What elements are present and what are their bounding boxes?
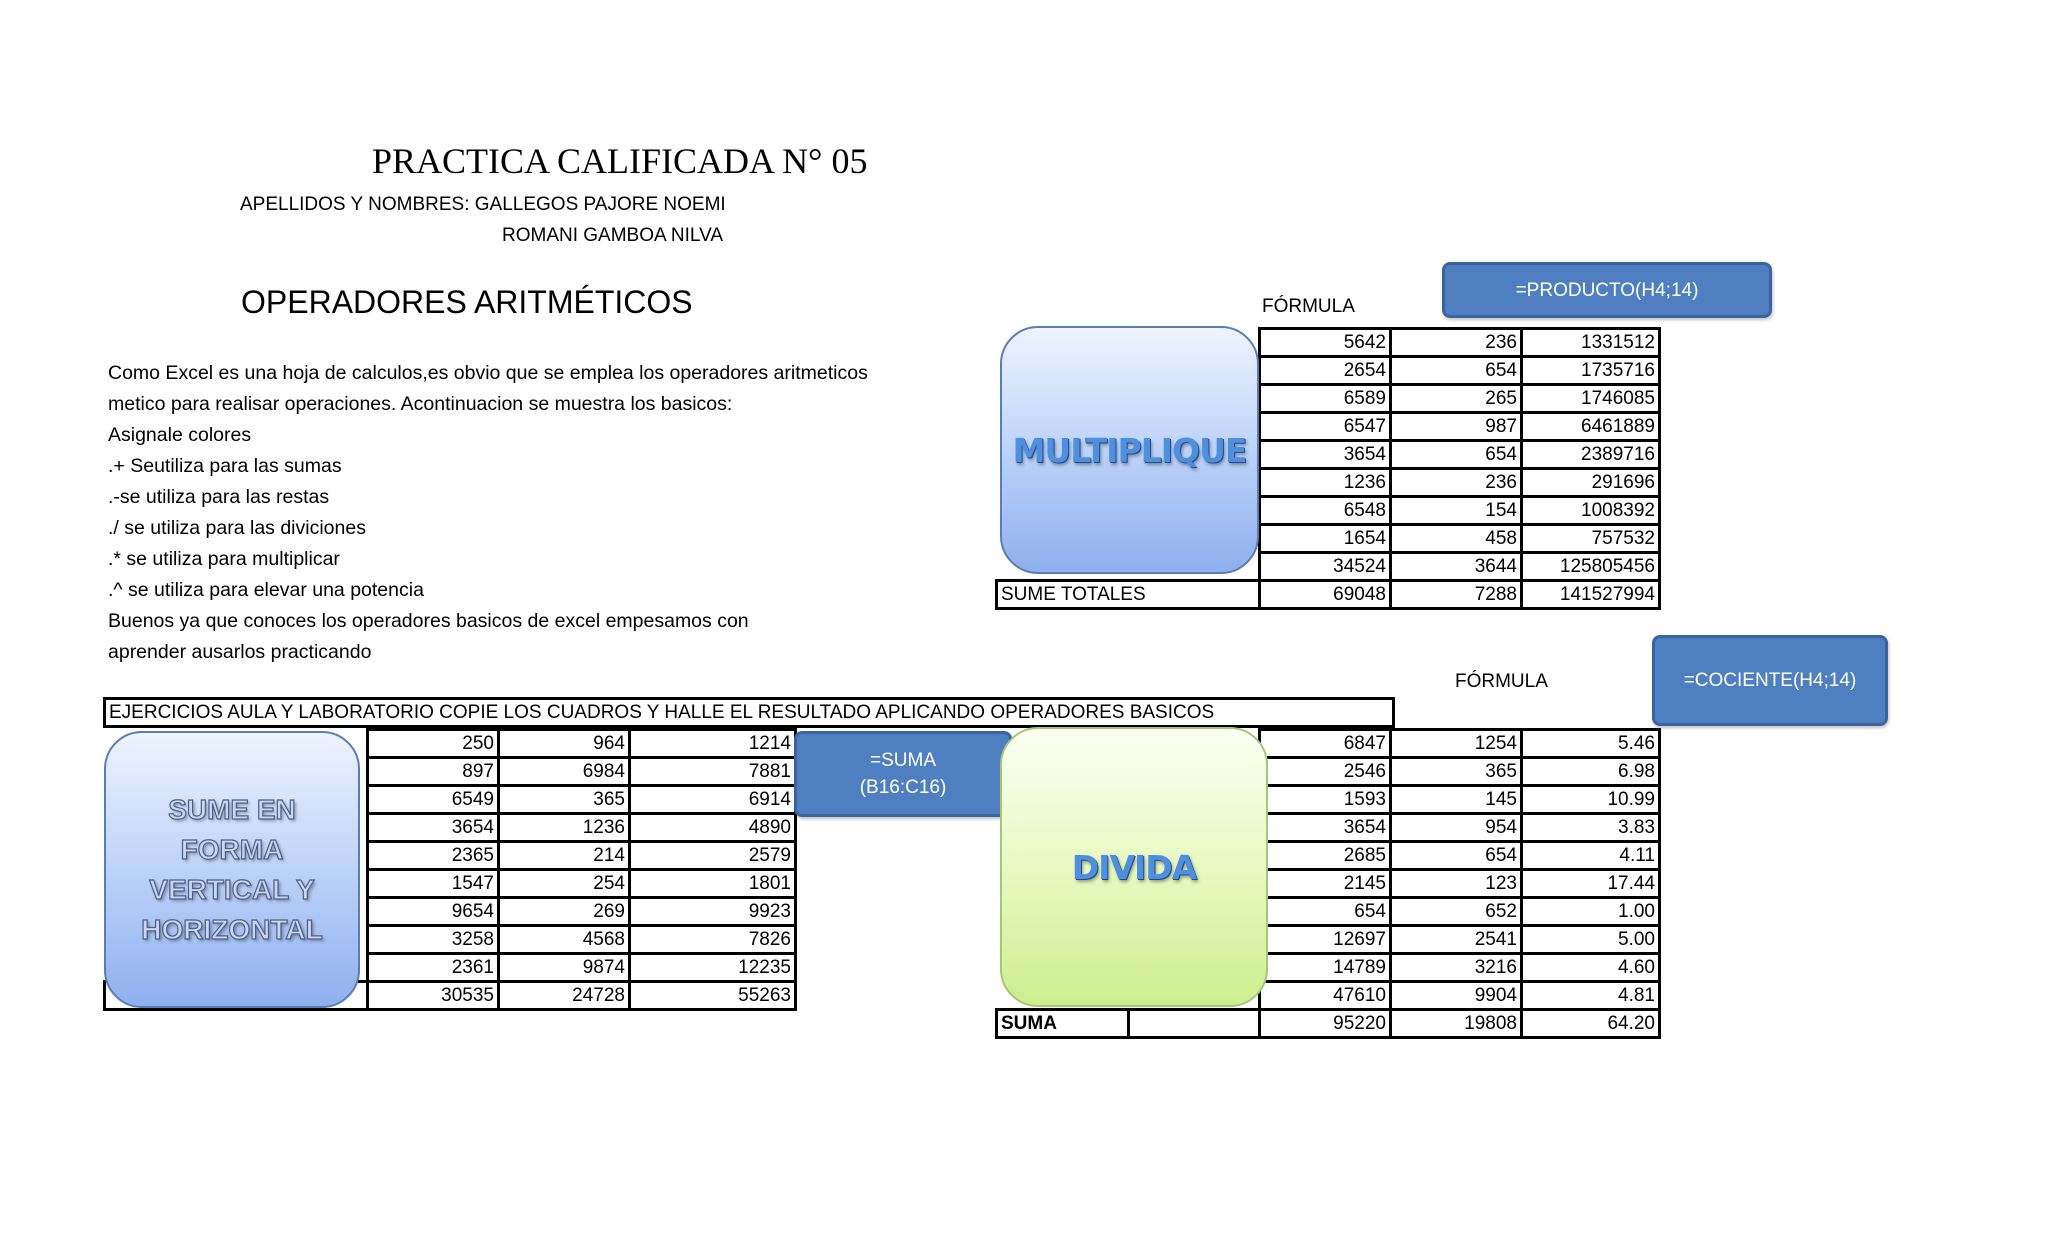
table-cell: 1801 [630,870,796,898]
table-cell: 2546 [1260,758,1391,786]
table-cell: 5.46 [1522,730,1660,758]
intro-line: Como Excel es una hoja de calculos,es obvio que se emplea los operadores aritmeticos [108,362,868,384]
table-cell: 458 [1391,525,1522,553]
table-cell: 14789 [1260,954,1391,982]
table-cell: 125805456 [1522,553,1660,581]
table-cell: 3654 [368,814,499,842]
table-cell: 1008392 [1522,497,1660,525]
table-cell: 3.83 [1522,814,1660,842]
multiply-shape-label: MULTIPLIQUE [1012,430,1247,470]
table-cell: 7826 [630,926,796,954]
sum-shape-label: SUME EN FORMA VERTICAL Y HORIZONTAL [141,793,323,945]
table-cell: 7881 [630,758,796,786]
table-cell: 17.44 [1522,870,1660,898]
blank-cell [1129,1010,1260,1038]
table-cell: 654 [1391,842,1522,870]
table-cell: 9923 [630,898,796,926]
table-cell: 987 [1391,413,1522,441]
intro-line: .* se utiliza para multiplicar [108,548,340,570]
table-cell: 3654 [1260,441,1391,469]
table-cell: 1214 [630,730,796,758]
divide-shape [1000,727,1268,1007]
table-cell: 265 [1391,385,1522,413]
table-cell: 1254 [1391,730,1522,758]
table-cell: 2365 [368,842,499,870]
table-cell: 2654 [1260,357,1391,385]
table-cell: 1.00 [1522,898,1660,926]
total-cell: 64.20 [1522,1010,1660,1038]
exercise-header: EJERCICIOS AULA Y LABORATORIO COPIE LOS CUADROS Y HALLE EL RESULTADO APLICANDO OPERADORES BASICOS [105,699,1394,727]
table-cell: 236 [1391,469,1522,497]
sum-shape [104,731,360,1008]
table-cell: 3216 [1391,954,1522,982]
table-cell: 269 [499,898,630,926]
table-cell: 1654 [1260,525,1391,553]
intro-line: ./ se utiliza para las diviciones [108,517,366,539]
table-cell: 9874 [499,954,630,982]
table-cell: 964 [499,730,630,758]
table-cell: 654 [1391,357,1522,385]
table-cell: 6547 [1260,413,1391,441]
total-cell: 55263 [630,982,796,1010]
table-cell: 214 [499,842,630,870]
intro-paragraph [108,358,868,668]
table-cell: 1746085 [1522,385,1660,413]
table-cell: 2145 [1260,870,1391,898]
table-cell: 4.11 [1522,842,1660,870]
section-heading: OPERADORES ARITMÉTICOS [241,284,693,320]
divide-formula-label: FÓRMULA [1455,671,1548,692]
table-cell: 4568 [499,926,630,954]
product-formula-callout: =PRODUCTO(H4;14) [1442,262,1772,318]
table-cell: 757532 [1522,525,1660,553]
table-cell: 1331512 [1522,329,1660,357]
table-cell: 4890 [630,814,796,842]
table-cell: 2579 [630,842,796,870]
table-cell: 236 [1391,329,1522,357]
table-cell: 1236 [1260,469,1391,497]
multiply-shape [1000,326,1259,574]
total-cell: 24728 [499,982,630,1010]
table-cell: 654 [1260,898,1391,926]
table-cell: 365 [499,786,630,814]
table-cell: 291696 [1522,469,1660,497]
table-cell: 6.98 [1522,758,1660,786]
table-cell: 652 [1391,898,1522,926]
table-cell: 6914 [630,786,796,814]
total-label: SUMA [997,1010,1129,1038]
quotient-formula-callout: =COCIENTE(H4;14) [1652,635,1888,726]
table-cell: 1593 [1260,786,1391,814]
table-cell: 34524 [1260,553,1391,581]
table-cell: 6461889 [1522,413,1660,441]
table-cell: 3258 [368,926,499,954]
total-cell: 69048 [1260,581,1391,609]
table-cell: 123 [1391,870,1522,898]
intro-line: aprender ausarlos practicando [108,641,372,663]
table-cell: 1236 [499,814,630,842]
table-cell: 365 [1391,758,1522,786]
table-row [997,581,1660,609]
sum-formula-callout: =SUMA (B16:C16) [794,731,1012,817]
table-cell: 3644 [1391,553,1522,581]
table-cell: 6549 [368,786,499,814]
table-cell: 897 [368,758,499,786]
student-names-line1: APELLIDOS Y NOMBRES: GALLEGOS PAJORE NOEMI [240,194,726,215]
table-cell: 1547 [368,870,499,898]
table-cell: 145 [1391,786,1522,814]
table-cell: 6847 [1260,730,1391,758]
table-cell: 4.60 [1522,954,1660,982]
intro-line: .^ se utiliza para elevar una potencia [108,579,424,601]
total-cell: 95220 [1260,1010,1391,1038]
table-cell: 3654 [1260,814,1391,842]
table-cell: 9904 [1391,982,1522,1010]
page-title: PRACTICA CALIFICADA N° 05 [372,141,868,181]
table-cell: 2361 [368,954,499,982]
table-cell: 2389716 [1522,441,1660,469]
intro-line: .+ Seutiliza para las sumas [108,455,342,477]
table-cell: 2541 [1391,926,1522,954]
table-cell: 12697 [1260,926,1391,954]
divide-shape-label: DIVIDA [1071,847,1197,887]
intro-line: metico para realisar operaciones. Acontinuacion se muestra los basicos: [108,393,733,415]
student-names-line2: ROMANI GAMBOA NILVA [502,225,724,246]
total-cell: 7288 [1391,581,1522,609]
table-cell: 12235 [630,954,796,982]
table-cell: 654 [1391,441,1522,469]
intro-line: Buenos ya que conoces los operadores basicos de excel empesamos con [108,610,749,632]
table-cell: 47610 [1260,982,1391,1010]
table-cell: 2685 [1260,842,1391,870]
table-cell: 10.99 [1522,786,1660,814]
table-cell: 154 [1391,497,1522,525]
table-cell: 250 [368,730,499,758]
multiply-formula-label: FÓRMULA [1262,296,1355,317]
intro-line: Asignale colores [108,424,252,446]
total-label: SUME TOTALES [997,581,1260,609]
table-cell: 6548 [1260,497,1391,525]
table-cell: 9654 [368,898,499,926]
table-cell: 5642 [1260,329,1391,357]
table-cell: 5.00 [1522,926,1660,954]
table-cell: 1735716 [1522,357,1660,385]
table-cell: 4.81 [1522,982,1660,1010]
exercise-header-table [103,697,1395,728]
table-cell: 6984 [499,758,630,786]
table-row [997,1010,1660,1038]
table-cell: 6589 [1260,385,1391,413]
table-cell: 254 [499,870,630,898]
table-cell: 954 [1391,814,1522,842]
total-cell: 141527994 [1522,581,1660,609]
total-cell: 19808 [1391,1010,1522,1038]
total-cell: 30535 [368,982,499,1010]
intro-line: .-se utiliza para las restas [108,486,330,508]
